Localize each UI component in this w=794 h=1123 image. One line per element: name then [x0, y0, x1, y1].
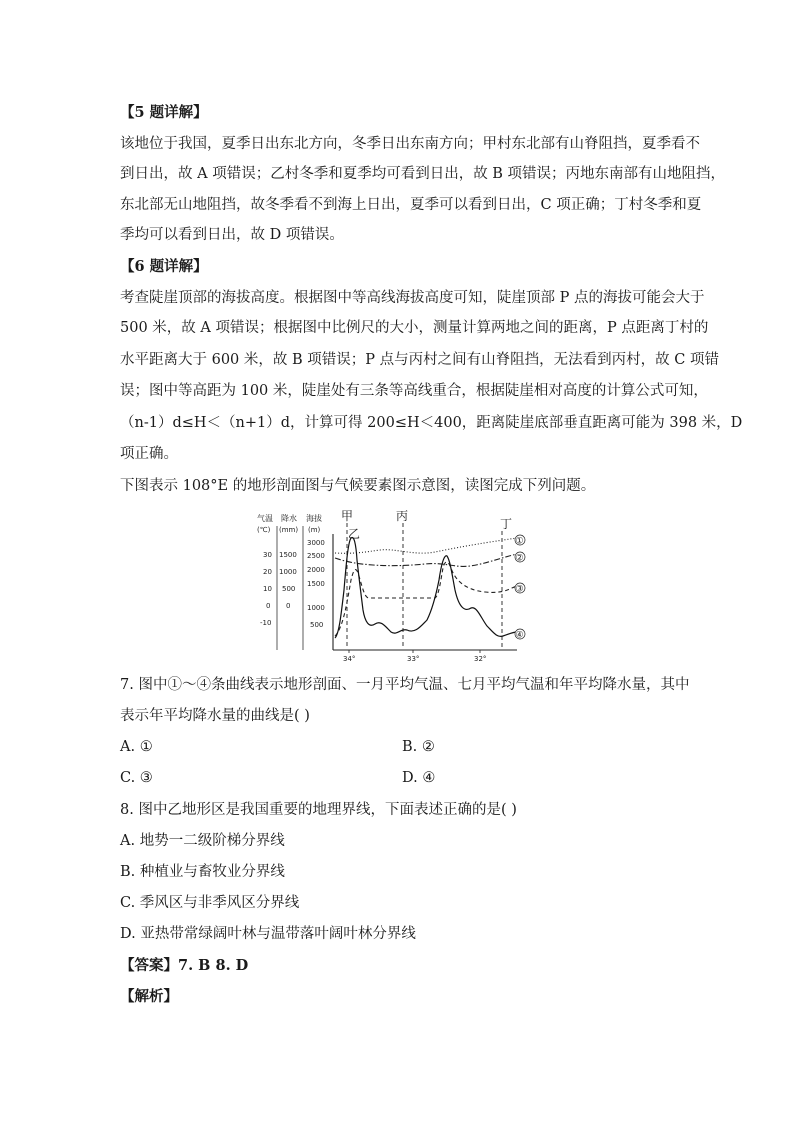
q8-option-b: B. 种植业与畜牧业分界线	[120, 864, 285, 880]
elev-tick-2000: 2000	[307, 566, 325, 574]
precip-tick-500: 500	[282, 585, 296, 593]
place-bing: 丙	[396, 509, 409, 523]
q6-heading: 【6 题详解】	[120, 258, 208, 275]
precip-unit: (mm)	[279, 526, 299, 534]
place-yi: 乙	[348, 527, 361, 541]
curve-3	[335, 562, 517, 636]
q7-stem-line-2: 表示年平均降水量的曲线是( )	[120, 708, 310, 724]
curve-4-label: ④	[515, 630, 524, 641]
temp-unit: (℃)	[257, 526, 271, 534]
q5-heading: 【5 题详解】	[120, 104, 208, 121]
lat-label-34: 34°	[343, 655, 356, 663]
precip-tick-0: 0	[286, 602, 291, 610]
q7-option-c: C. ③	[120, 770, 153, 786]
q8-option-d: D. 亚热带常绿阔叶林与温带落叶阔叶林分界线	[120, 926, 416, 942]
temp-tick-minus10: -10	[260, 619, 272, 627]
q7-option-a: A. ①	[120, 739, 153, 755]
elev-tick-1000: 1000	[307, 604, 325, 612]
elev-unit: (m)	[308, 526, 321, 534]
curve-2-label: ②	[515, 553, 524, 564]
answer-line: 【答案】7. B 8. D	[120, 957, 249, 974]
precip-tick-1000: 1000	[279, 568, 297, 576]
elev-tick-3000: 3000	[307, 539, 325, 547]
lat-label-32: 32°	[474, 655, 487, 663]
terrain-climate-figure	[255, 508, 527, 664]
q6-line-2: 500 米，故 A 项错误；根据图中比例尺的大小，测量计算两地之间的距离，P 点距离丁村的	[120, 320, 709, 336]
q5-line-2: 到日出，故 A 项错误；乙村冬季和夏季均可看到日出，故 B 项错误；丙地东南部有山地阻挡，	[120, 166, 726, 182]
temp-tick-10: 10	[263, 585, 272, 593]
q6-line-4: 误；图中等高距为 100 米，陡崖处有三条等高线重合，根据陡崖相对高度的计算公式可知，	[120, 383, 708, 399]
q5-line-3: 东北部无山地阻挡，故冬季看不到海上日出，夏季可以看到日出，C 项正确；丁村冬季和夏	[120, 197, 702, 213]
figure-intro: 下图表示 108°E 的地形剖面图与气候要素图示意图，读图完成下列问题。	[120, 478, 596, 494]
temp-header: 气温	[257, 514, 273, 523]
q8-option-a: A. 地势一二级阶梯分界线	[120, 833, 285, 849]
elev-header: 海拔	[306, 514, 322, 523]
q5-line-4: 季均可以看到日出，故 D 项错误。	[120, 227, 344, 243]
q7-option-d: D. ④	[402, 770, 436, 786]
precip-header: 降水	[281, 514, 297, 523]
lat-label-33: 33°	[407, 655, 420, 663]
q8-option-c: C. 季风区与非季风区分界线	[120, 895, 300, 911]
temp-tick-0: 0	[266, 602, 271, 610]
temp-tick-30: 30	[263, 551, 272, 559]
place-jia: 甲	[341, 509, 354, 523]
elev-tick-1500: 1500	[307, 580, 325, 588]
elev-tick-2500: 2500	[307, 552, 325, 560]
precip-tick-1500: 1500	[279, 551, 297, 559]
profile-chart	[255, 508, 527, 664]
q5-line-1: 该地位于我国，夏季日出东北方向，冬季日出东南方向；甲村东北部有山脊阻挡，夏季看不	[120, 136, 700, 152]
curve-1	[335, 538, 517, 553]
q7-option-b: B. ②	[402, 739, 435, 755]
curve-2	[335, 554, 517, 566]
q6-line-6: 项正确。	[120, 446, 178, 462]
place-ding: 丁	[500, 517, 513, 531]
curve-1-label: ①	[515, 536, 524, 547]
analysis-heading: 【解析】	[120, 988, 178, 1005]
q8-stem: 8. 图中乙地形区是我国重要的地理界线，下面表述正确的是( )	[120, 802, 517, 818]
q6-line-1: 考查陡崖顶部的海拔高度。根据图中等高线海拔高度可知，陡崖顶部 P 点的海拔可能会大于	[120, 290, 705, 306]
temp-tick-20: 20	[263, 568, 272, 576]
q6-line-3: 水平距离大于 600 米，故 B 项错误；P 点与丙村之间有山脊阻挡，无法看到丙村，故 C 项错	[120, 352, 719, 368]
q7-stem-line-1: 7. 图中①～④条曲线表示地形剖面、一月平均气温、七月平均气温和年平均降水量，其中	[120, 677, 690, 693]
curve-3-label: ③	[515, 584, 524, 595]
q6-line-5: （n-1）d≤H＜（n+1）d，计算可得 200≤H＜400，距离陡崖底部垂直距离可能为 398 米，D	[120, 415, 743, 431]
elev-tick-500: 500	[310, 621, 324, 629]
